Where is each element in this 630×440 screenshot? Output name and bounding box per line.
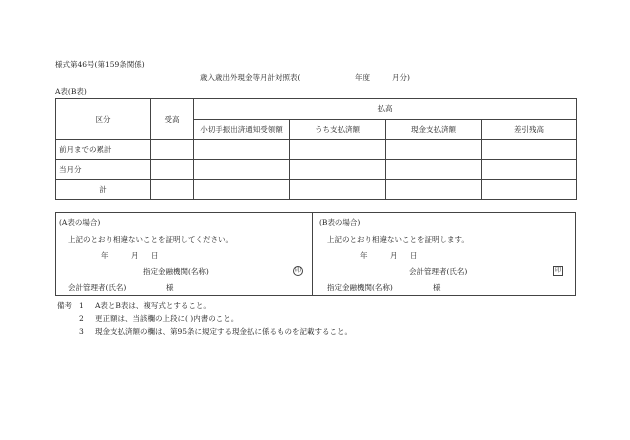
remark-text: 更正額は、当該欄の上段に( )内書のこと。	[95, 314, 239, 323]
cell-input[interactable]	[194, 140, 290, 160]
seal-icon: 印	[294, 267, 301, 274]
a-table-certification-box	[55, 212, 313, 296]
b-box-sama: 様	[433, 283, 441, 292]
header-uketaka: 受高	[151, 99, 194, 140]
b-box-year: 年	[360, 251, 368, 260]
a-box-year: 年	[101, 251, 109, 260]
b-box-day: 日	[410, 251, 418, 260]
b-box-heading: (B表の場合)	[319, 218, 361, 227]
row-label-prior: 前月までの累計	[56, 140, 151, 160]
form-number: 様式第46号(第159条関係)	[55, 60, 145, 69]
table-row	[56, 140, 577, 160]
remark-text: A表とB表は、複写式とすること。	[95, 301, 211, 310]
b-box-seal	[553, 265, 563, 276]
row-label-current: 当月分	[56, 160, 151, 180]
a-box-month: 月	[131, 251, 139, 260]
table-label: A表(B表)	[55, 87, 87, 96]
a-box-sama: 様	[166, 283, 174, 292]
seal-icon: 印	[554, 267, 561, 274]
table-row	[56, 180, 577, 200]
a-box-heading: (A表の場合)	[59, 218, 101, 227]
cell-input[interactable]	[482, 180, 577, 200]
remark-number: 3	[79, 327, 84, 336]
header-haraidaka: 払高	[194, 99, 577, 120]
b-box-statement: 上記のとおり相違ないことを証明します。	[327, 235, 469, 244]
b-table-certification-box	[313, 212, 576, 296]
table-row	[56, 160, 577, 180]
cell-input[interactable]	[290, 140, 386, 160]
cell-input[interactable]	[151, 180, 194, 200]
b-box-month: 月	[390, 251, 398, 260]
remark-number: 1	[79, 301, 84, 310]
cell-input[interactable]	[482, 160, 577, 180]
b-box-institution: 指定金融機関(名称)	[327, 283, 393, 292]
fiscal-year-label: 年度	[355, 73, 370, 82]
header-kubun: 区分	[56, 99, 151, 140]
subheader-paid: うち支払済額	[290, 119, 386, 140]
reconciliation-table	[55, 98, 577, 200]
form-title: 歳入歳出外現金等月計対照表(	[200, 73, 301, 82]
a-box-seal	[293, 265, 303, 276]
remarks-label: 備考	[57, 301, 72, 310]
subheader-balance: 差引残高	[482, 119, 577, 140]
cell-input[interactable]	[151, 140, 194, 160]
a-box-day: 日	[151, 251, 159, 260]
cell-input[interactable]	[194, 160, 290, 180]
cell-input[interactable]	[386, 140, 482, 160]
remarks	[57, 299, 352, 338]
subheader-cash-paid: 現金支払済額	[386, 119, 482, 140]
cell-input[interactable]	[151, 160, 194, 180]
remark-text: 現金支払済額の欄は、第95条に規定する現金払に係るものを記載すること。	[95, 327, 353, 336]
cell-input[interactable]	[482, 140, 577, 160]
a-box-institution: 指定金融機関(名称)	[143, 267, 209, 276]
remark-number: 2	[79, 314, 84, 323]
cell-input[interactable]	[386, 180, 482, 200]
cell-input[interactable]	[290, 180, 386, 200]
a-box-manager: 会計管理者(氏名)	[68, 283, 127, 292]
month-label: 月分)	[392, 73, 410, 82]
subheader-check-notice: 小切手振出済通知受領額	[194, 119, 290, 140]
cell-input[interactable]	[290, 160, 386, 180]
a-box-statement: 上記のとおり相違ないことを証明してください。	[68, 235, 233, 244]
cell-input[interactable]	[194, 180, 290, 200]
cell-input[interactable]	[386, 160, 482, 180]
b-box-manager: 会計管理者(氏名)	[409, 267, 468, 276]
row-label-total: 計	[56, 180, 151, 200]
